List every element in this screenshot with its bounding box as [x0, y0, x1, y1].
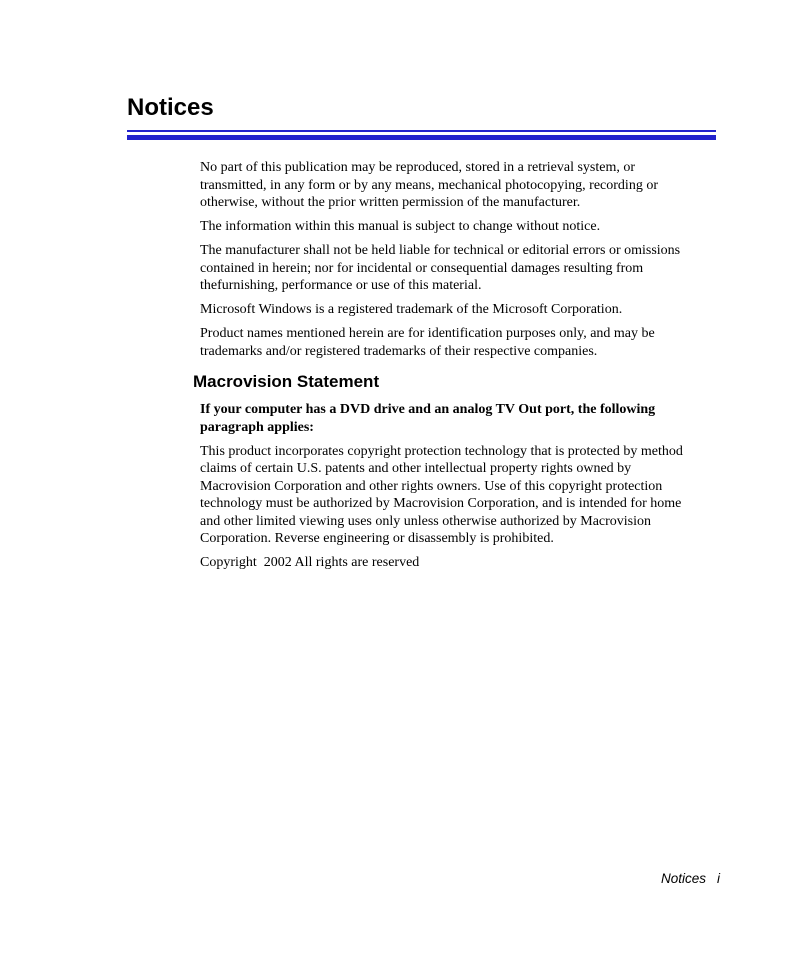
text-line: contained in herein; nor for incidental or consequential damages resulting from [200, 260, 644, 276]
macrovision-section [200, 401, 760, 578]
footer-section-label: Notices [660, 871, 706, 886]
text-line: claims of certain U.S. patents and other intellectual property rights owned by [200, 461, 632, 476]
copyright-line: Copyright 2002 All rights are reserved [200, 555, 420, 570]
notice-paragraph [200, 159, 760, 212]
text-line: The manufacturer shall not be held liable for technical or editorial errors or omissions [200, 243, 681, 258]
macrovision-heading: Macrovision Statement [193, 372, 380, 391]
text-line: Corporation. Reverse engineering or disassembly is prohibited. [200, 531, 554, 546]
page-footer [0, 871, 720, 887]
notice-paragraph [200, 218, 760, 236]
text-line: This product incorporates copyright protection technology that is protected by method [200, 443, 683, 459]
text-line: Product names mentioned herein are for identification purposes only, and may be [200, 326, 655, 341]
footer-page-number: i [717, 871, 720, 886]
macrovision-bold-intro [200, 401, 760, 436]
title-divider-rule [127, 130, 716, 140]
notice-paragraph [200, 301, 760, 319]
text-line: Microsoft Windows is a registered trademark of the Microsoft Corporation. [200, 302, 623, 317]
notice-paragraph [200, 242, 760, 295]
text-line: No part of this publication may be reproduced, stored in a retrieval system, or [200, 160, 636, 175]
text-line: otherwise, without the prior written permission of the manufacturer. [200, 195, 581, 210]
page-title: Notices [127, 94, 214, 121]
text-line: transmitted, in any form or by any means, mechanical photocopying, recording or [200, 177, 658, 193]
text-line: If your computer has a DVD drive and an analog TV Out port, the following [200, 402, 656, 417]
text-line: paragraph applies: [200, 419, 314, 435]
text-line: Macrovision Corporation and other rights owners. Use of this copyright protection [200, 478, 663, 494]
text-line: trademarks and/or registered trademarks of their respective companies. [200, 343, 598, 359]
text-line: thefurnishing, performance or use of this material. [200, 278, 482, 293]
macrovision-body-paragraph [200, 443, 760, 548]
notice-paragraph [200, 325, 760, 360]
text-line: and other limited viewing uses only unless otherwise authorized by Macrovision [200, 513, 652, 529]
text-line: The information within this manual is subject to change without notice. [200, 219, 601, 234]
text-line: technology must be authorized by Macrovision Corporation, and is intended for home [200, 496, 682, 511]
notices-section [200, 159, 760, 367]
